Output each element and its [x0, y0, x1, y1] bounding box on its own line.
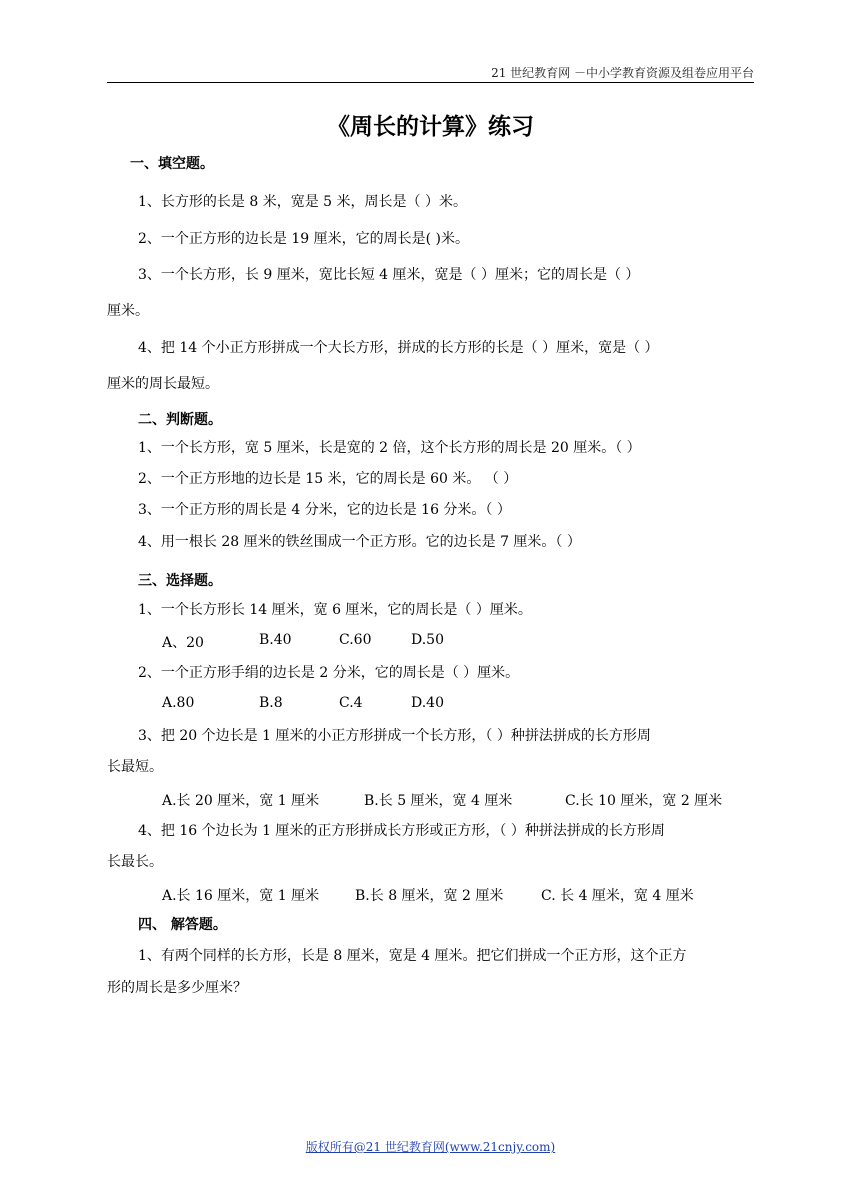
choice-1-option-b: B.40	[259, 632, 292, 648]
fill-question-4: 4、把 14 个小正方形拼成一个大长方形，拼成的长方形的长是（ ）厘米，宽是（ ）	[138, 340, 659, 356]
choice-4-option-a: A.长 16 厘米，宽 1 厘米	[162, 888, 320, 904]
choice-1-option-a: A、20	[162, 635, 204, 651]
section-answer-heading: 四、 解答题。	[138, 917, 227, 933]
judge-question-2: 2、一个正方形地的边长是 15 米，它的周长是 60 米。 （ ）	[138, 471, 518, 487]
choice-1-option-c: C.60	[339, 632, 372, 648]
judge-question-4: 4、用一根长 28 厘米的铁丝围成一个正方形。它的边长是 7 厘米。（ ）	[138, 534, 581, 550]
choice-question-3: 3、把 20 个边长是 1 厘米的小正方形拼成一个长方形，（ ）种拼法拼成的长方形周	[138, 728, 651, 744]
section-choice-heading: 三、选择题。	[138, 573, 222, 589]
choice-question-2: 2、一个正方形手绢的边长是 2 分米，它的周长是（ ）厘米。	[138, 665, 520, 681]
choice-question-3-cont: 长最短。	[107, 759, 163, 775]
footer-copyright-link[interactable]: 版权所有@21 世纪教育网(www.21cnjy.com)	[305, 1140, 556, 1154]
choice-question-1: 1、一个长方形长 14 厘米，宽 6 厘米，它的周长是（ ）厘米。	[138, 602, 532, 618]
choice-1-option-d: D.50	[411, 632, 444, 648]
fill-question-3-cont: 厘米。	[107, 303, 149, 319]
fill-question-3: 3、一个长方形，长 9 厘米，宽比长短 4 厘米，宽是（ ）厘米；它的周长是（ ）	[138, 267, 640, 283]
judge-question-3: 3、一个正方形的周长是 4 分米，它的边长是 16 分米。（ ）	[138, 502, 511, 518]
choice-3-option-a: A.长 20 厘米，宽 1 厘米	[162, 793, 320, 809]
page-header	[107, 64, 754, 83]
header-text: 21 世纪教育网 －中小学教育资源及组卷应用平台	[491, 66, 754, 80]
choice-2-option-c: C.4	[339, 695, 363, 711]
section-judge-heading: 二、判断题。	[138, 412, 222, 428]
fill-question-4-cont: 厘米的周长最短。	[107, 376, 219, 392]
choice-3-option-c: C.长 10 厘米，宽 2 厘米	[565, 793, 723, 809]
answer-question-1-cont: 形的周长是多少厘米？	[107, 980, 247, 996]
section-fill-heading: 一、填空题。	[130, 156, 214, 172]
choice-3-option-b: B.长 5 厘米，宽 4 厘米	[364, 793, 513, 809]
choice-2-option-d: D.40	[411, 695, 444, 711]
fill-question-1: 1、长方形的长是 8 米，宽是 5 米，周长是（ ）米。	[138, 194, 467, 210]
fill-question-2: 2、一个正方形的边长是 19 厘米，它的周长是( )米。	[138, 231, 469, 247]
choice-4-option-b: B.长 8 厘米，宽 2 厘米	[355, 888, 504, 904]
answer-question-1: 1、有两个同样的长方形，长是 8 厘米，宽是 4 厘米。把它们拼成一个正方形，这个正方	[138, 948, 687, 964]
choice-2-option-a: A.80	[162, 695, 195, 711]
page-title: 《周长的计算》练习	[327, 113, 534, 140]
choice-4-option-c: C. 长 4 厘米，宽 4 厘米	[541, 888, 694, 904]
judge-question-1: 1、一个长方形，宽 5 厘米，长是宽的 2 倍，这个长方形的周长是 20 厘米。（ ）	[138, 440, 641, 456]
choice-question-4-cont: 长最长。	[107, 854, 163, 870]
choice-question-4: 4、把 16 个边长为 1 厘米的正方形拼成长方形或正方形，（ ）种拼法拼成的长方形周	[138, 823, 665, 839]
choice-2-option-b: B.8	[259, 695, 283, 711]
